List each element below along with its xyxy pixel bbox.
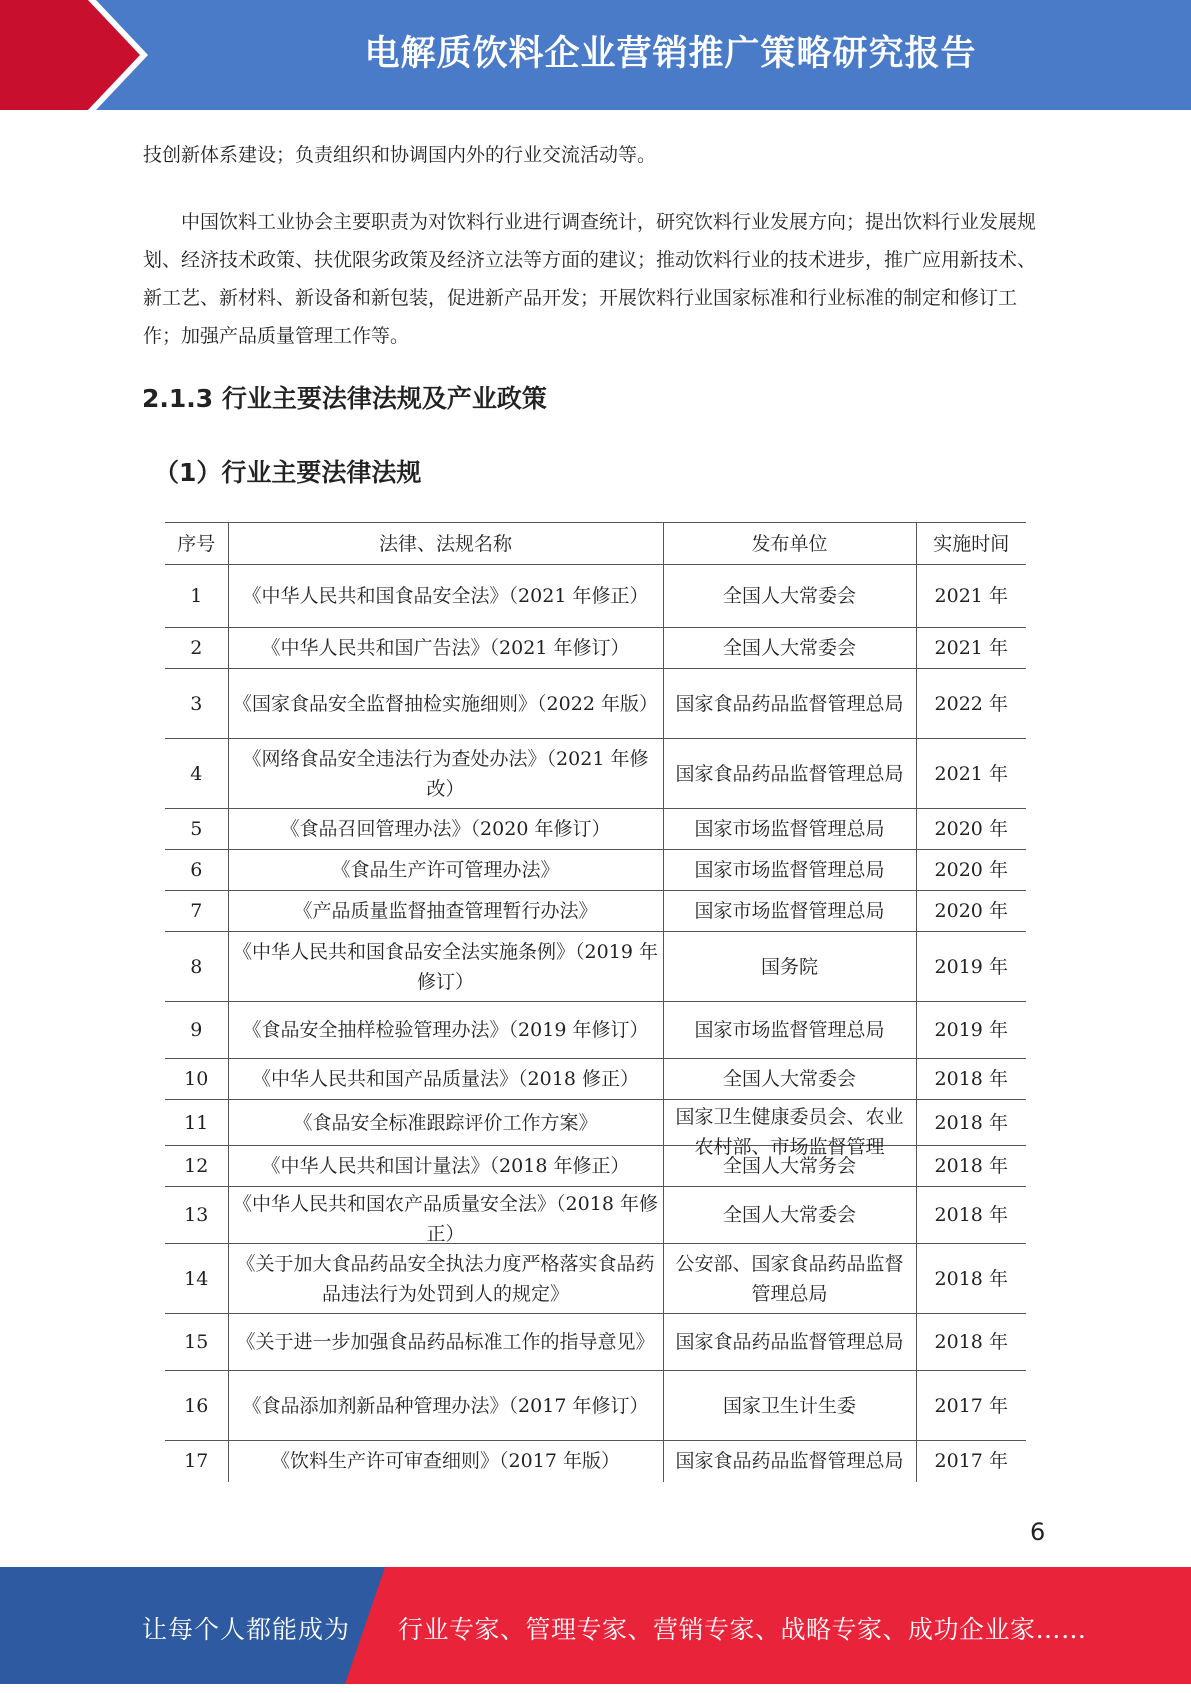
cell-effective-date-text: 2021 年: [934, 637, 1008, 659]
cell-regulation-name-text: 《中华人民共和国广告法》（2021 年修订）: [261, 637, 630, 659]
cell-issuer-text: 国务院: [760, 955, 818, 978]
cell-regulation-name: [228, 891, 663, 932]
table-row: [165, 628, 1026, 669]
cell-regulation-name: [228, 669, 663, 739]
cell-effective-date-text: 2021 年: [934, 585, 1008, 607]
cell-regulation-name: [228, 739, 663, 809]
cell-issuer: [663, 1059, 916, 1100]
cell-effective-date-text: 2018 年: [934, 1331, 1008, 1353]
cell-effective-date: [916, 628, 1026, 669]
regulations-table: [165, 522, 1026, 1482]
cell-index: [165, 1371, 228, 1441]
cell-issuer: [663, 1314, 916, 1371]
cell-issuer-text: 全国人大常务会: [722, 1155, 856, 1177]
cell-effective-date: [916, 850, 1026, 891]
table-row: [165, 1371, 1026, 1441]
cell-issuer-text: 全国人大常委会: [722, 1204, 856, 1226]
cell-effective-date-text: 2017 年: [934, 1394, 1008, 1417]
cell-regulation-name-text: 《食品召回管理办法》（2020 年修订）: [280, 818, 611, 840]
cell-index-text: 16: [184, 1394, 209, 1417]
cell-regulation-name-text: 《中华人民共和国产品质量法》（2018 修正）: [252, 1068, 639, 1090]
paragraph-continuation: 技创新体系建设；负责组织和协调国内外的行业交流活动等。: [143, 144, 657, 166]
table-row: [165, 809, 1026, 850]
cell-issuer: [663, 739, 916, 809]
cell-effective-date: [916, 1100, 1026, 1146]
column-header-name: 法律、法规名称: [228, 523, 663, 565]
cell-index-text: 5: [190, 818, 203, 840]
cell-index-text: 11: [184, 1111, 209, 1134]
cell-regulation-name: [228, 1371, 663, 1441]
column-header-date: 实施时间: [916, 523, 1026, 565]
header-arrow-decoration: [0, 0, 150, 110]
cell-issuer-text: 国家市场监督管理总局: [694, 859, 885, 881]
cell-regulation-name: [228, 1441, 663, 1482]
cell-index-text: 9: [190, 1019, 203, 1041]
cell-index-text: 4: [190, 762, 203, 785]
cell-regulation-name-text: 《中华人民共和国计量法》（2018 年修正）: [261, 1155, 630, 1177]
column-header-index: 序号: [165, 523, 228, 565]
page-footer: [0, 1567, 1191, 1684]
table-row: [165, 669, 1026, 739]
cell-effective-date-text: 2018 年: [934, 1068, 1008, 1090]
cell-issuer-text: 国家食品药品监督管理总局: [675, 1331, 904, 1353]
cell-effective-date-text: 2017 年: [934, 1450, 1008, 1473]
cell-index-text: 12: [184, 1155, 209, 1177]
cell-effective-date-text: 2021 年: [934, 762, 1008, 785]
cell-index: [165, 932, 228, 1002]
cell-regulation-name: [228, 1244, 663, 1314]
cell-issuer-text: 国家卫生计生委: [722, 1394, 856, 1417]
cell-regulation-name-text: 《关于进一步加强食品药品标准工作的指导意见》: [236, 1331, 655, 1353]
cell-effective-date-text: 2020 年: [934, 818, 1008, 840]
cell-regulation-name: [228, 1314, 663, 1371]
table-row: [165, 1187, 1026, 1244]
cell-index-text: 10: [184, 1068, 209, 1090]
cell-index: [165, 1187, 228, 1244]
cell-index: [165, 1100, 228, 1146]
cell-issuer: [663, 1100, 916, 1158]
column-header-issuer: 发布单位: [663, 523, 916, 565]
cell-issuer-text: 国家食品药品监督管理总局: [675, 762, 904, 785]
cell-index: [165, 1244, 228, 1314]
cell-regulation-name-text: 《中华人民共和国食品安全法实施条例》（2019 年修订）: [233, 940, 658, 993]
cell-effective-date: [916, 669, 1026, 739]
cell-regulation-name: [228, 809, 663, 850]
table-header-row: [165, 523, 1026, 565]
cell-regulation-name-text: 《产品质量监督抽查管理暂行办法》: [293, 900, 598, 922]
cell-index: [165, 850, 228, 891]
cell-index: [165, 891, 228, 932]
cell-effective-date: [916, 891, 1026, 932]
cell-effective-date: [916, 1314, 1026, 1371]
cell-regulation-name-text: 《中华人民共和国食品安全法》（2021 年修正）: [242, 585, 649, 607]
cell-index-text: 3: [190, 692, 203, 715]
cell-regulation-name-text: 《食品安全抽样检验管理办法》（2019 年修订）: [242, 1019, 649, 1041]
cell-index: [165, 628, 228, 669]
cell-effective-date-text: 2019 年: [934, 1019, 1008, 1041]
cell-regulation-name: [228, 1059, 663, 1100]
cell-effective-date-text: 2018 年: [934, 1204, 1008, 1226]
cell-regulation-name-text: 《网络食品安全违法行为查处办法》（2021 年修改）: [242, 747, 649, 800]
cell-index-text: 6: [190, 859, 203, 881]
cell-issuer: [663, 1371, 916, 1441]
cell-issuer-text: 国家市场监督管理总局: [694, 900, 885, 922]
table-row: [165, 739, 1026, 809]
cell-effective-date: [916, 1146, 1026, 1187]
table-row: [165, 850, 1026, 891]
cell-issuer: [663, 565, 916, 628]
cell-issuer: [663, 932, 916, 1002]
cell-index: [165, 1146, 228, 1187]
footer-slogan-left: 让每个人都能成为: [142, 1615, 351, 1644]
cell-issuer: [663, 1441, 916, 1482]
cell-issuer-text: 国家食品药品监督管理总局: [675, 692, 904, 715]
cell-issuer-text: 全国人大常委会: [722, 585, 856, 607]
cell-regulation-name-text: 《食品添加剂新品种管理办法》（2017 年修订）: [242, 1394, 649, 1417]
cell-issuer: [663, 669, 916, 739]
section-heading: 2.1.3 行业主要法律法规及产业政策: [142, 384, 547, 413]
subsection-heading: （1）行业主要法律法规: [154, 458, 422, 487]
cell-effective-date-text: 2018 年: [934, 1267, 1008, 1290]
cell-regulation-name-text: 《中华人民共和国农产品质量安全法》（2018 年修正）: [233, 1192, 658, 1245]
cell-issuer-text: 全国人大常委会: [722, 1068, 856, 1090]
cell-regulation-name: [228, 1187, 663, 1244]
table-row: [165, 1146, 1026, 1187]
footer-slogan-right: 行业专家、管理专家、营销专家、战略专家、成功企业家……: [398, 1615, 1087, 1644]
cell-effective-date: [916, 1002, 1026, 1059]
cell-index-text: 7: [190, 900, 203, 922]
cell-effective-date: [916, 1371, 1026, 1441]
cell-index: [165, 739, 228, 809]
cell-index-text: 8: [190, 955, 203, 978]
cell-effective-date-text: 2019 年: [934, 955, 1008, 978]
cell-index-text: 13: [184, 1204, 209, 1226]
cell-effective-date-text: 2018 年: [934, 1155, 1008, 1177]
table-row: [165, 565, 1026, 628]
cell-index: [165, 669, 228, 739]
cell-regulation-name: [228, 1002, 663, 1059]
cell-index: [165, 1314, 228, 1371]
page-number: 6: [1030, 1518, 1046, 1546]
cell-effective-date: [916, 565, 1026, 628]
cell-issuer-text: 国家市场监督管理总局: [694, 818, 885, 840]
cell-index: [165, 1441, 228, 1482]
cell-issuer-text: 全国人大常委会: [722, 637, 856, 659]
cell-regulation-name-text: 《食品生产许可管理办法》: [331, 859, 560, 881]
table-row: [165, 1244, 1026, 1314]
cell-issuer-text: 公安部、国家食品药品监督管理总局: [675, 1252, 904, 1305]
cell-index-text: 15: [184, 1331, 209, 1353]
cell-effective-date: [916, 1244, 1026, 1314]
cell-regulation-name-text: 《关于加大食品药品安全执法力度严格落实食品药品违法行为处罚到人的规定》: [236, 1252, 655, 1305]
cell-issuer-text: 国家市场监督管理总局: [694, 1019, 885, 1041]
cell-issuer: [663, 1002, 916, 1059]
page-header: [0, 0, 1191, 110]
cell-index: [165, 1002, 228, 1059]
cell-issuer: [663, 1187, 916, 1244]
table-row: [165, 1059, 1026, 1100]
cell-index-text: 17: [184, 1450, 209, 1473]
cell-index: [165, 565, 228, 628]
table-row: [165, 1002, 1026, 1059]
cell-regulation-name: [228, 1146, 663, 1187]
cell-effective-date-text: 2020 年: [934, 900, 1008, 922]
cell-effective-date: [916, 1187, 1026, 1244]
table-row: [165, 932, 1026, 1002]
cell-effective-date-text: 2022 年: [934, 692, 1008, 715]
cell-regulation-name-text: 《国家食品安全监督抽检实施细则》（2022 年版）: [233, 692, 658, 715]
cell-effective-date: [916, 1059, 1026, 1100]
cell-regulation-name: [228, 628, 663, 669]
cell-index-text: 14: [184, 1267, 209, 1290]
cell-effective-date: [916, 809, 1026, 850]
cell-index: [165, 809, 228, 850]
cell-regulation-name-text: 《食品安全标准跟踪评价工作方案》: [293, 1111, 598, 1134]
cell-issuer: [663, 809, 916, 850]
paragraph-association-duties: 中国饮料工业协会主要职责为对饮料行业进行调查统计，研究饮料行业发展方向；提出饮料行业发展规划、经济技术政策、扶优限劣政策及经济立法等方面的建议；推动饮料行业的技术进步，推广应用新技术、新工艺、新材料、新设备和新包装，促进新产品开发；开展饮料行业国家标准和行业标准的制定和修订工作；加强产品质量管理工作等。: [143, 211, 1037, 347]
table-row: [165, 1441, 1026, 1482]
cell-issuer-text: 国家食品药品监督管理总局: [675, 1450, 904, 1473]
cell-effective-date-text: 2020 年: [934, 859, 1008, 881]
cell-issuer-text: 国家卫生健康委员会、农业农村部、市场监督管理: [675, 1105, 904, 1158]
cell-index-text: 1: [190, 585, 203, 607]
cell-regulation-name: [228, 565, 663, 628]
cell-regulation-name: [228, 850, 663, 891]
report-title: 电解质饮料企业营销推广策略研究报告: [364, 34, 977, 74]
table-row: [165, 891, 1026, 932]
cell-issuer: [663, 1244, 916, 1314]
table-row: [165, 1100, 1026, 1146]
cell-regulation-name: [228, 932, 663, 1002]
cell-issuer: [663, 628, 916, 669]
cell-issuer: [663, 891, 916, 932]
table-row: [165, 1314, 1026, 1371]
cell-index-text: 2: [190, 637, 203, 659]
cell-effective-date: [916, 932, 1026, 1002]
cell-regulation-name-text: 《饮料生产许可审查细则》（2017 年版）: [271, 1450, 620, 1473]
cell-effective-date: [916, 1441, 1026, 1482]
cell-index: [165, 1059, 228, 1100]
cell-effective-date: [916, 739, 1026, 809]
cell-issuer: [663, 850, 916, 891]
cell-regulation-name: [228, 1100, 663, 1146]
cell-effective-date-text: 2018 年: [934, 1111, 1008, 1134]
